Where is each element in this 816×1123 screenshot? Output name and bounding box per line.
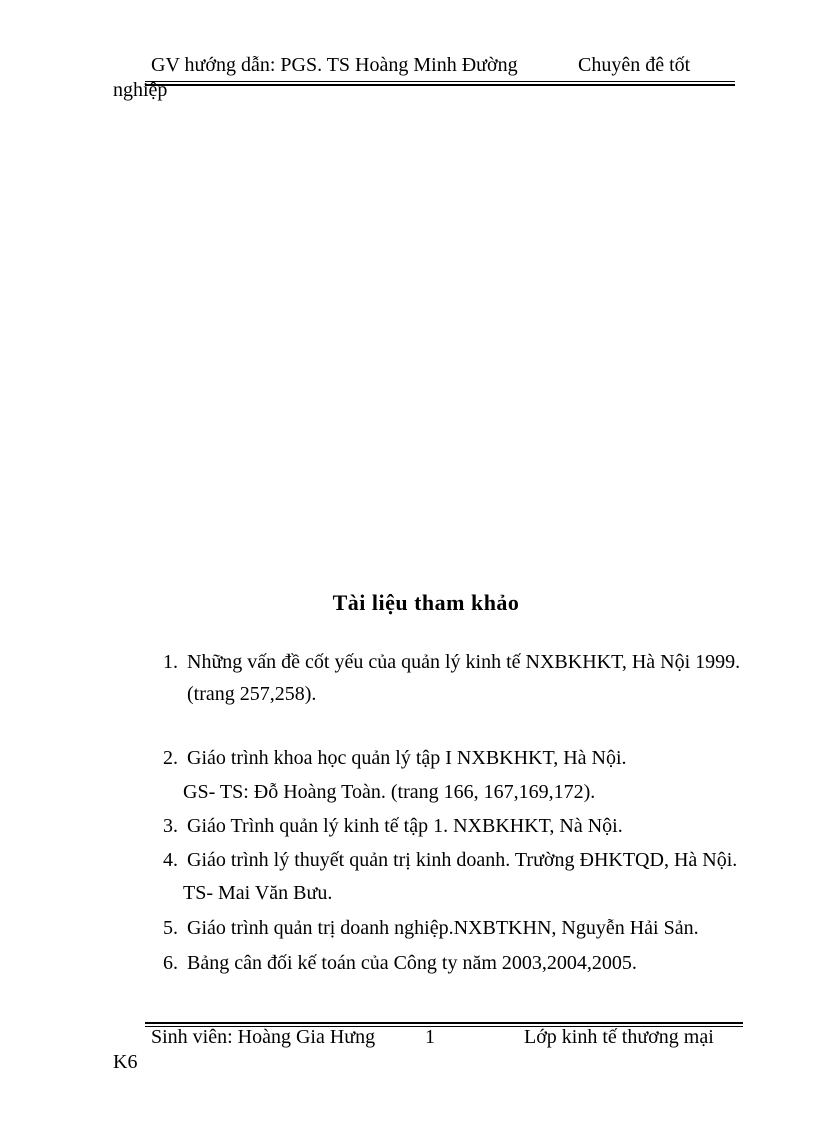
ref-continuation: GS- TS: Đỗ Hoàng Toàn. (trang 166, 167,169,172). <box>183 781 596 803</box>
footer-class: Lớp kinh tế thương mại <box>524 1026 714 1048</box>
header-rule-thin <box>145 81 735 82</box>
page-title: Tài liệu tham khảo <box>332 590 520 615</box>
footer-rule-thick <box>145 1022 743 1024</box>
ref-number: 2. <box>163 747 178 769</box>
footer-page-number: 1 <box>425 1026 435 1048</box>
ref-number: 6. <box>163 952 178 974</box>
footer-class-cont: K6 <box>113 1051 138 1073</box>
ref-number: 4. <box>163 849 178 871</box>
footer-student: Sinh viên: Hoàng Gia Hưng <box>151 1026 376 1048</box>
ref-continuation: (trang 257,258). <box>187 683 317 705</box>
header-doc-type-cont: nghiệp <box>113 79 168 101</box>
ref-continuation: TS- Mai Văn Bưu. <box>183 882 333 904</box>
header-advisor: GV hướng dẫn: PGS. TS Hoàng Minh Đường <box>151 54 518 76</box>
header-rule-thick <box>145 84 735 86</box>
ref-text: Giáo trình lý thuyết quản trị kinh doanh. Trường ĐHKTQD, Hà Nội. <box>187 849 738 871</box>
ref-text: Giáo trình quản trị doanh nghiệp.NXBTKHN, Nguyễn Hải Sản. <box>187 917 699 939</box>
ref-number: 5. <box>163 917 178 939</box>
ref-text: Những vấn đề cốt yếu của quản lý kinh tế NXBKHKT, Hà Nội 1999. <box>187 651 741 673</box>
ref-number: 3. <box>163 815 178 837</box>
ref-text: Giáo Trình quản lý kinh tế tập 1. NXBKHKT, Nà Nội. <box>187 815 623 837</box>
ref-number: 1. <box>163 651 178 673</box>
ref-text: Giáo trình khoa học quản lý tập I NXBKHKT, Hà Nội. <box>187 747 627 769</box>
ref-text: Bảng cân đối kế toán của Công ty năm 2003,2004,2005. <box>187 952 637 974</box>
header-doc-type: Chuyên đê tốt <box>578 54 691 76</box>
